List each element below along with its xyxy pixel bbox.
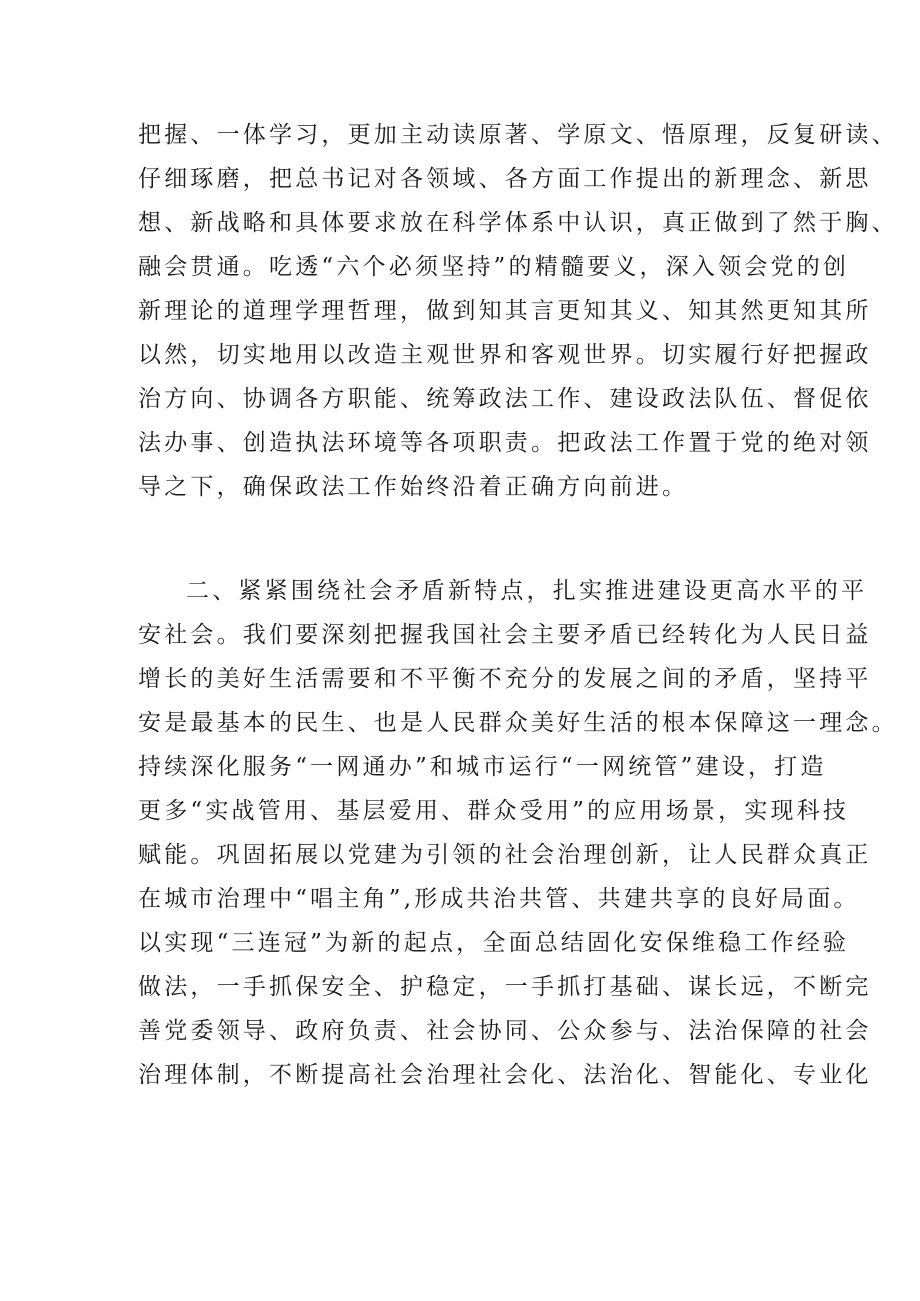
paragraph-2-line: 安社会。我们要深刻把握我国社会主要矛盾已经转化为人民日益 bbox=[138, 622, 872, 648]
paragraph-1-line: 新理论的道理学理哲理，做到知其言更知其义、知其然更知其所 bbox=[138, 298, 872, 324]
paragraph-2-line: 做法，一手抓保安全、护稳定，一手抓打基础、谋长远，不断完 bbox=[138, 974, 872, 1000]
paragraph-2-line: 以实现“三连冠”为新的起点，全面总结固化安保维稳工作经验 bbox=[138, 930, 850, 956]
paragraph-2-line: 赋能。巩固拓展以党建为引领的社会治理创新，让人民群众真正 bbox=[138, 842, 872, 868]
paragraph-2-line: 治理体制，不断提高社会治理社会化、法治化、智能化、专业化 bbox=[138, 1062, 872, 1088]
paragraph-2-line: 更多“实战管用、基层爱用、群众受用”的应用场景，实现科技 bbox=[138, 798, 850, 824]
paragraph-1-line: 融会贯通。吃透“六个必须坚持”的精髓要义，深入领会党的创 bbox=[138, 254, 850, 280]
paragraph-2-line: 在城市治理中“唱主角”,形成共治共管、共建共享的良好局面。 bbox=[138, 886, 860, 912]
paragraph-2-line: 安是最基本的民生、也是人民群众美好生活的根本保障这一理念。 bbox=[138, 710, 898, 736]
paragraph-1-line: 治方向、协调各方职能、统筹政法工作、建设政法队伍、督促依 bbox=[138, 386, 872, 412]
paragraph-1-line: 想、新战略和具体要求放在科学体系中认识，真正做到了然于胸、 bbox=[138, 210, 898, 236]
paragraph-1-line: 把握、一体学习，更加主动读原著、学原文、悟原理，反复研读、 bbox=[138, 122, 898, 148]
paragraph-1-line: 仔细琢磨，把总书记对各领域、各方面工作提出的新理念、新思 bbox=[138, 166, 872, 192]
paragraph-2-line: 持续深化服务“一网通办”和城市运行“一网统管”建设，打造 bbox=[138, 754, 827, 780]
section-heading-line: 二、紧紧围绕社会矛盾新特点，扎实推进建设更高水平的平 bbox=[186, 578, 868, 604]
paragraph-2-line: 增长的美好生活需要和不平衡不充分的发展之间的矛盾，坚持平 bbox=[138, 666, 872, 692]
paragraph-1-line: 导之下，确保政法工作始终沿着正确方向前进。 bbox=[138, 474, 689, 500]
paragraph-1-line: 法办事、创造执法环境等各项职责。把政法工作置于党的绝对领 bbox=[138, 430, 872, 456]
paragraph-2-line: 善党委领导、政府负责、社会协同、公众参与、法治保障的社会 bbox=[138, 1018, 872, 1044]
paragraph-1-line: 以然，切实地用以改造主观世界和客观世界。切实履行好把握政 bbox=[138, 342, 872, 368]
